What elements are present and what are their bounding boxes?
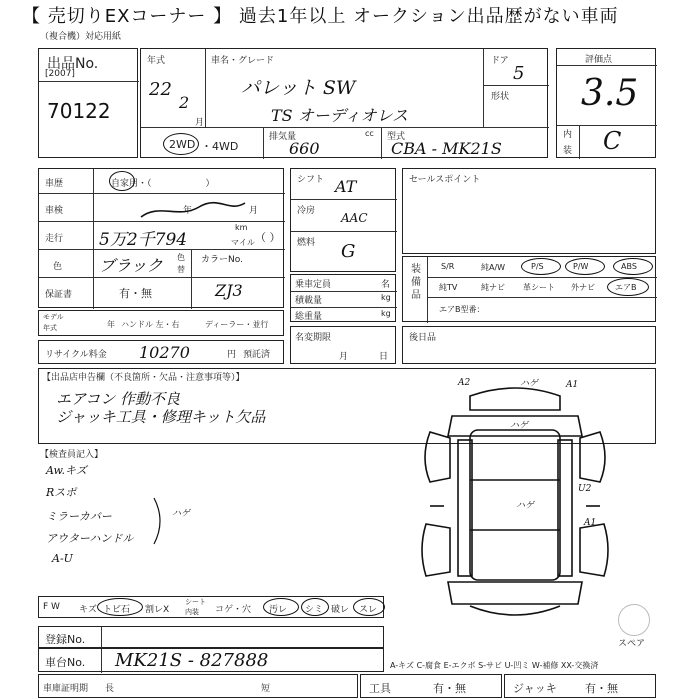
certificate-row bbox=[38, 674, 358, 698]
score-value: 3.5 bbox=[581, 73, 639, 114]
color-no-value: ZJ3 bbox=[215, 281, 243, 300]
floor-row bbox=[38, 596, 384, 618]
floor-seat-bottom: 内装 bbox=[185, 608, 199, 616]
certificate-short: 短 bbox=[261, 684, 271, 694]
warranty-label: 保証書 bbox=[45, 290, 73, 300]
doors-label: ドア bbox=[491, 56, 509, 66]
diagram-mark-u2: U2 bbox=[578, 484, 592, 494]
score-box bbox=[556, 48, 656, 158]
sales-point-label: セールスポイント bbox=[409, 175, 481, 185]
year-value: 22 bbox=[149, 79, 172, 100]
mileage-paren: （ ） bbox=[255, 231, 281, 244]
certificate-label: 車庫証明期 bbox=[43, 684, 89, 694]
lot-box bbox=[38, 48, 138, 158]
inspection-month-unit: 月 bbox=[249, 206, 259, 216]
name-change-box bbox=[290, 326, 396, 364]
inspector-line-2: Rスポ bbox=[46, 486, 77, 499]
mileage-unit-km: km bbox=[235, 223, 248, 232]
mileage-unit-mile: マイル bbox=[231, 238, 255, 247]
interior-value: C bbox=[603, 127, 622, 155]
equip-ext-navi: 外ナビ bbox=[571, 283, 595, 292]
displacement-label: 排気量 bbox=[269, 132, 297, 142]
recycle-value: 10270 bbox=[139, 343, 190, 362]
mileage-label: 走行 bbox=[45, 234, 64, 244]
capacity-unit: 名 bbox=[381, 280, 391, 290]
equip-aw: 純A/W bbox=[481, 263, 506, 272]
tools-row bbox=[360, 674, 502, 698]
damage-legend: A-キズ C-腐食 E-エクボ S-サビ U-凹ミ W-補修 XX-交換済 bbox=[390, 661, 599, 670]
equip-airbag: エアB bbox=[615, 283, 637, 292]
recycle-unit: 円 bbox=[227, 350, 237, 360]
drive-4wd: ・4WD bbox=[201, 140, 239, 153]
shift-value: AT bbox=[335, 177, 357, 196]
inspector-line-5: A-U bbox=[52, 552, 73, 565]
jack-row bbox=[504, 674, 656, 698]
name-change-month: 月 bbox=[339, 352, 349, 362]
banner-title: 【 売切りEXコーナー 】 過去1年以上 オークション出品歴がない車両 bbox=[0, 0, 700, 34]
equip-tv: 純TV bbox=[439, 283, 458, 292]
shift-label: シフト bbox=[297, 175, 325, 185]
diagram-mark-hage-top: ハゲ bbox=[520, 379, 539, 389]
inspection-scribble bbox=[139, 199, 249, 221]
diagram-mark-hage-roof: ハゲ bbox=[510, 421, 529, 431]
equip-pw: P/W bbox=[573, 262, 589, 271]
subheading: （複合機）対応用紙 bbox=[40, 32, 122, 42]
inspector-line-1: Aw.キズ bbox=[46, 464, 87, 477]
interior-label-bottom: 装 bbox=[563, 146, 573, 156]
diagram-mark-a2: A2 bbox=[458, 378, 471, 388]
interior-label-top: 内 bbox=[563, 130, 573, 140]
lot-stamp: [2007] bbox=[45, 69, 75, 79]
recycle-deposit: 預託済 bbox=[243, 350, 271, 360]
model-year-row bbox=[38, 310, 284, 336]
diagram-mark-hage-center: ハゲ bbox=[516, 501, 535, 511]
color-value: ブラック bbox=[99, 256, 163, 275]
load-unit: kg bbox=[381, 293, 391, 302]
floor-seat-top: シート bbox=[185, 598, 206, 606]
diagram-mark-a1-top: A1 bbox=[566, 380, 579, 390]
floor-fw: F W bbox=[43, 602, 60, 612]
color-label: 色 bbox=[53, 262, 63, 272]
floor-shimi: シミ bbox=[305, 605, 324, 615]
equip-ps: P/S bbox=[531, 262, 544, 271]
type-code-value: CBA - MK21S bbox=[391, 139, 502, 158]
certificate-long: 長 bbox=[105, 684, 115, 694]
shift-box bbox=[290, 168, 396, 272]
floor-sure: スレ bbox=[359, 605, 378, 615]
doors-value: 5 bbox=[513, 63, 525, 84]
lot-label: 出品No. bbox=[47, 56, 99, 72]
spare-label: スペア bbox=[618, 639, 646, 649]
model-year-label-top: モデル bbox=[43, 313, 64, 321]
model-year-dealer: ディーラー・並行 bbox=[205, 320, 269, 329]
remarks-line1: エアコン 作動不良 bbox=[56, 390, 181, 408]
equip-airbag-model: エアB型番： bbox=[439, 305, 485, 314]
tools-value: 有・無 bbox=[433, 682, 466, 695]
registration-row bbox=[38, 626, 384, 648]
model-year-handle: ハンドル 左・右 bbox=[121, 320, 180, 329]
drive-2wd: 2WD bbox=[169, 138, 196, 151]
remarks-label: 【出品店申告欄（不良箇所・欠品・注意事項等）】 bbox=[42, 373, 245, 383]
weight-label: 総重量 bbox=[295, 312, 323, 322]
displacement-unit: cc bbox=[365, 129, 374, 138]
sales-point-box bbox=[402, 168, 656, 254]
warranty-value: 有・無 bbox=[119, 287, 152, 300]
capacity-label: 乗車定員 bbox=[295, 280, 332, 290]
tools-label: 工具 bbox=[369, 682, 391, 695]
equip-abs: ABS bbox=[621, 262, 637, 271]
capacity-box bbox=[290, 274, 396, 322]
model-name-label: 車名・グレード bbox=[211, 56, 275, 66]
registration-label: 登録No. bbox=[45, 633, 86, 646]
model-year-year: 年 bbox=[107, 320, 115, 329]
inspector-bracket bbox=[150, 496, 170, 546]
score-label: 評価点 bbox=[585, 55, 613, 65]
floor-tobi: トビ石 bbox=[103, 605, 131, 615]
floor-kizu: キズ bbox=[79, 605, 97, 615]
vehicle-info-box bbox=[140, 48, 548, 158]
lot-number: 70122 bbox=[47, 99, 111, 123]
inspection-year-unit: 年 bbox=[183, 206, 193, 216]
weight-unit: kg bbox=[381, 309, 391, 318]
inspector-line-4: アウターハンドル bbox=[46, 532, 134, 545]
color-original-top: 色 bbox=[177, 253, 185, 262]
model-name-value: パレット SW bbox=[241, 77, 356, 99]
year-label: 年式 bbox=[147, 56, 166, 66]
recycle-label: リサイクル料金 bbox=[45, 350, 107, 360]
car-damage-diagram bbox=[410, 378, 620, 626]
later-date-box bbox=[402, 326, 656, 364]
name-change-label: 名変期限 bbox=[295, 333, 332, 343]
jack-label: ジャッキ bbox=[513, 682, 557, 695]
floor-yabure: 破レ bbox=[331, 605, 350, 615]
history-label: 車歴 bbox=[45, 179, 64, 189]
chassis-value: MK21S - 827888 bbox=[115, 650, 269, 671]
history-box bbox=[38, 168, 284, 308]
shape-label: 形状 bbox=[491, 92, 510, 102]
equip-sr: S/R bbox=[441, 262, 455, 271]
fuel-value: G bbox=[341, 241, 356, 262]
name-change-day: 日 bbox=[379, 352, 389, 362]
remarks-line2: ジャッキ工具・修理キット欠品 bbox=[56, 408, 266, 426]
inspector-bracket-note: ハゲ bbox=[172, 509, 191, 519]
floor-wareru: 割レX bbox=[145, 605, 170, 615]
year-month-unit: 月 bbox=[195, 118, 205, 128]
type-code-label: 型式 bbox=[387, 132, 406, 142]
year-month-value: 2 bbox=[179, 93, 190, 112]
model-year-label-bottom: 年式 bbox=[43, 324, 57, 332]
recycle-row bbox=[38, 340, 284, 364]
model-grade-value: TS オーディオレス bbox=[271, 106, 408, 125]
jack-value: 有・無 bbox=[585, 682, 618, 695]
diagram-mark-a1-right: A1 bbox=[584, 518, 597, 528]
drive-2wd-circle bbox=[163, 133, 199, 155]
fuel-label: 燃料 bbox=[297, 238, 316, 248]
displacement-value: 660 bbox=[289, 139, 320, 158]
inspector-label: 【検査員記入】 bbox=[40, 450, 104, 460]
inspector-line-3: ミラーカバー bbox=[46, 510, 112, 523]
inspection-label: 車検 bbox=[45, 206, 64, 216]
mileage-value: 5万2千794 bbox=[99, 230, 188, 250]
equip-leather: 革シート bbox=[523, 283, 555, 292]
color-no-label: カラーNo. bbox=[201, 255, 243, 265]
color-original-bottom: 替 bbox=[177, 265, 185, 274]
equipment-box bbox=[402, 256, 656, 322]
aircon-label: 冷房 bbox=[297, 206, 316, 216]
floor-yogore: 汚レ bbox=[269, 605, 288, 615]
history-options: 自家用・（ ） bbox=[111, 179, 215, 189]
equip-navi: 純ナビ bbox=[481, 283, 505, 292]
history-circle bbox=[109, 171, 135, 191]
floor-koge: コゲ・穴 bbox=[215, 605, 252, 615]
chassis-label: 車台No. bbox=[45, 656, 86, 669]
chassis-row bbox=[38, 648, 384, 672]
spare-tire-icon bbox=[618, 604, 650, 636]
later-date-label: 後日品 bbox=[409, 333, 437, 343]
equipment-label: 装備品 bbox=[411, 264, 421, 301]
load-label: 積載量 bbox=[295, 296, 323, 306]
aircon-value: AAC bbox=[341, 211, 368, 225]
